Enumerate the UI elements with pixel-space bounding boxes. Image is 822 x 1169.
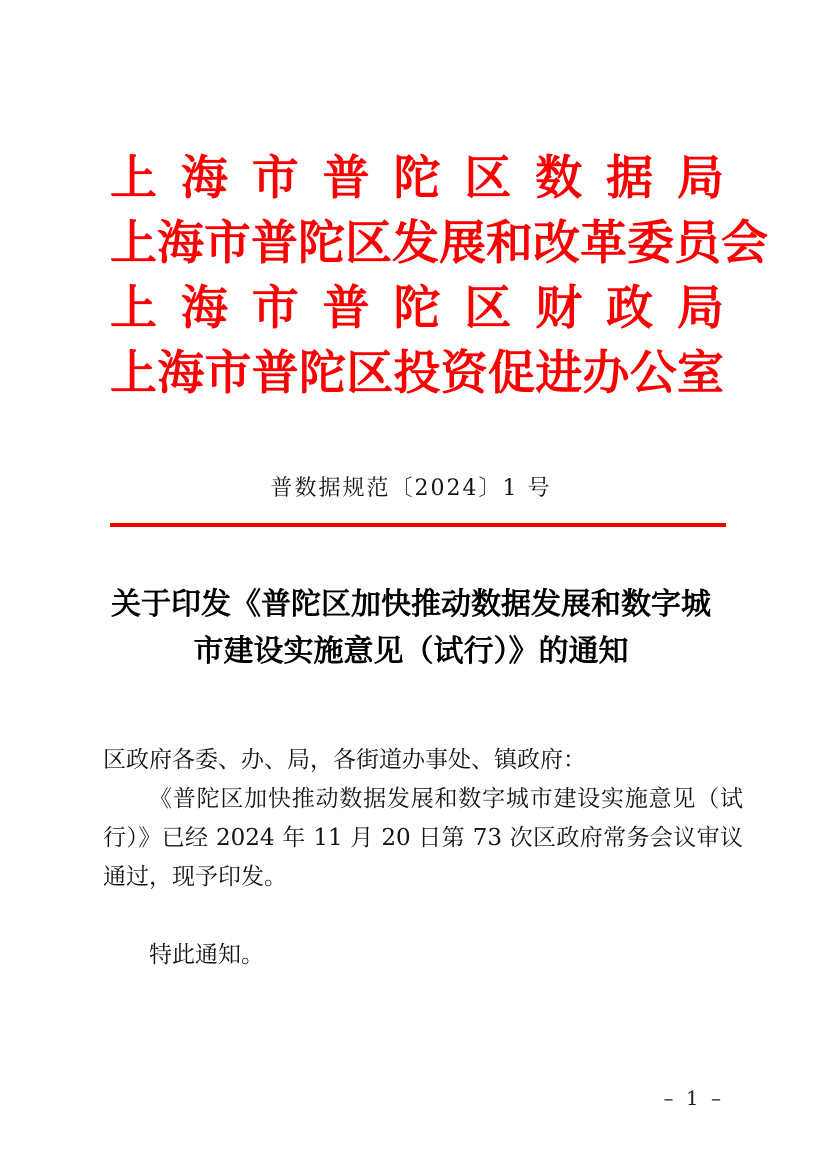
closing-notice: 特此通知。 xyxy=(149,942,264,968)
red-divider-line xyxy=(110,523,726,527)
document-body xyxy=(103,741,743,975)
recipients-line: 区政府各委、办、局，各街道办事处、镇政府： xyxy=(103,747,586,773)
document-reference-number: 普数据规范〔2024〕1 号 xyxy=(270,476,552,501)
document-title xyxy=(81,581,741,675)
org-name-line-4: 上 海 市 普 陀 区 投 资 促 进 办 公 室 xyxy=(110,346,724,401)
document-title-line-1: 关于印发《普陀区加快推动数据发展和数字城 xyxy=(111,587,711,622)
page-number: – 1 – xyxy=(663,1086,724,1110)
org-name-line-2: 上 海 市 普 陀 区 发 展 和 改 革 委 员 会 xyxy=(110,216,768,271)
org-name-line-3: 上 海 市 普 陀 区 财 政 局 xyxy=(110,281,724,336)
issuing-agencies-header xyxy=(110,146,768,406)
body-paragraph: 《普陀区加快推动数据发展和数字城市建设实施意见（试行）》已经 2024 年 11 月 20 日第 73 次区政府常务会议审议通过，现予印发。 xyxy=(103,786,743,890)
document-title-line-2: 市建设实施意见（试行）》的通知 xyxy=(193,634,629,669)
org-name-line-1: 上 海 市 普 陀 区 数 据 局 xyxy=(110,151,724,206)
